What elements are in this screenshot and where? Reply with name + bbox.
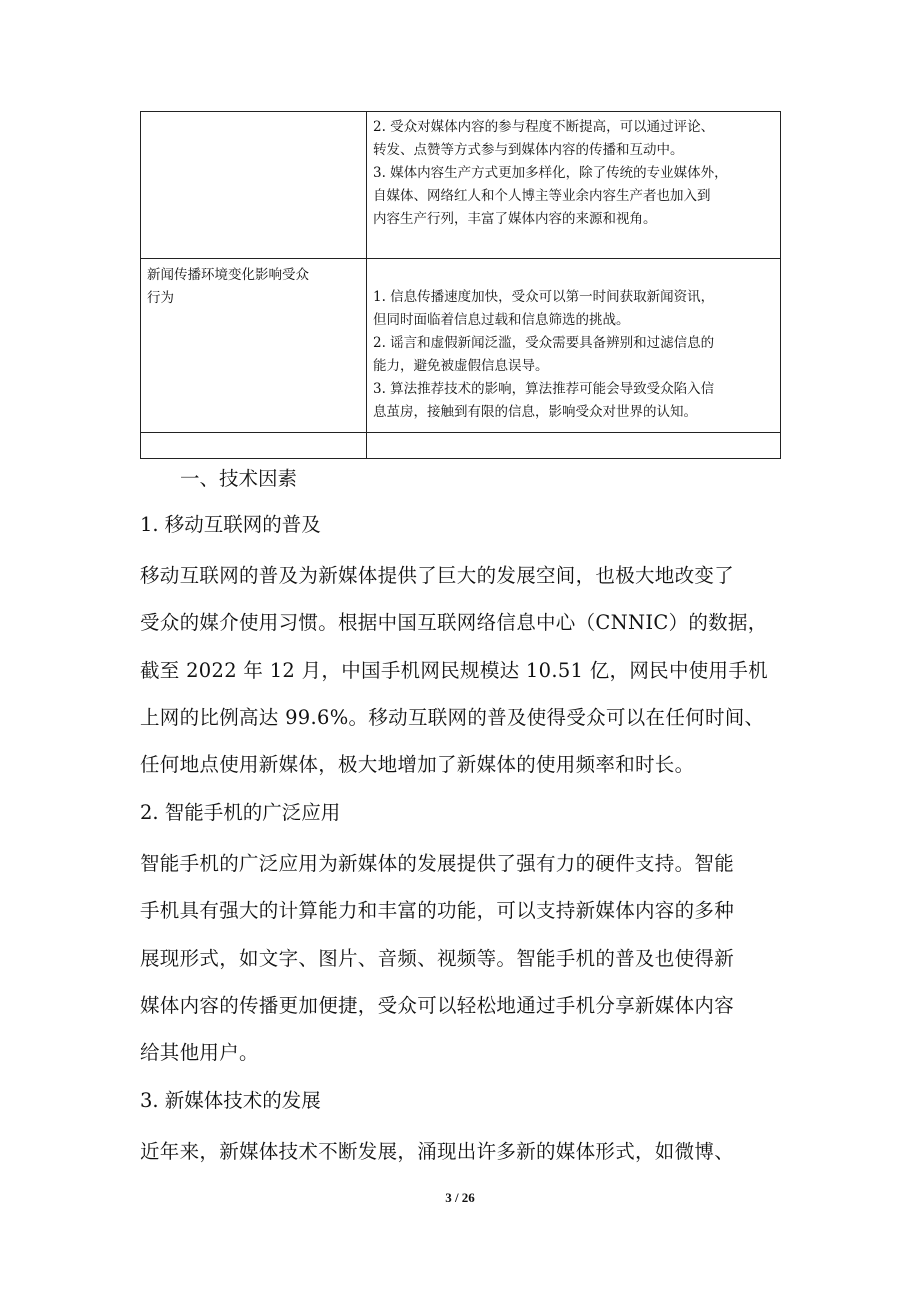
paragraph-1 (140, 552, 790, 788)
paragraph-line: 媒体内容的传播更加便捷，受众可以轻松地通过手机分享新媒体内容 (140, 993, 735, 1017)
table-row (141, 433, 781, 459)
subheading-2: 2. 智能手机的广泛应用 (140, 801, 341, 824)
paragraph-line: 截至 2022 年 12 月，中国手机网民规模达 10.51 亿，网民中使用手机 (140, 658, 768, 682)
paragraph-line: 移动互联网的普及为新媒体提供了巨大的发展空间，也极大地改变了 (140, 564, 735, 587)
paragraph-line: 展现形式，如文字、图片、音频、视频等。智能手机的普及也使得新 (140, 946, 735, 970)
cell-line: 行为 (147, 290, 174, 306)
section-heading: 一、技术因素 (180, 467, 298, 490)
table-cell-right (367, 112, 781, 259)
subheading-3: 3. 新媒体技术的发展 (140, 1089, 321, 1112)
paragraph-line: 智能手机的广泛应用为新媒体的发展提供了强有力的硬件支持。智能 (140, 852, 735, 875)
paragraph-line: 给其他用户。 (140, 1041, 259, 1065)
subheading-1: 1. 移动互联网的普及 (140, 513, 321, 536)
cell-line: 能力，避免被虚假信息误导。 (373, 358, 549, 374)
table-cell-left (141, 433, 367, 459)
cell-line: 转发、点赞等方式参与到媒体内容的传播和互动中。 (373, 142, 684, 158)
cell-line: 自媒体、网络红人和个人博主等业余内容生产者也加入到 (373, 188, 711, 204)
table-cell-left (141, 112, 367, 259)
paragraph-line: 受众的媒介使用习惯。根据中国互联网络信息中心（CNNIC）的数据， (140, 611, 768, 635)
cell-line: 2. 谣言和虚假新闻泛滥，受众需要具备辨别和过滤信息的 (373, 335, 715, 351)
table-cell-left (141, 259, 367, 433)
table-row (141, 259, 781, 433)
cell-line: 1. 信息传播速度加快，受众可以第一时间获取新闻资讯， (373, 289, 715, 305)
cell-line: 但同时面临着信息过载和信息筛选的挑战。 (373, 312, 630, 328)
cell-line: 息茧房，接触到有限的信息，影响受众对世界的认知。 (373, 404, 697, 420)
cell-line: 3. 媒体内容生产方式更加多样化，除了传统的专业媒体外， (373, 165, 728, 181)
paragraph-line: 近年来，新媒体技术不断发展，涌现出许多新的媒体形式，如微博、 (140, 1140, 735, 1163)
cell-line: 新闻传播环境变化影响受众 (147, 267, 309, 283)
table-cell-right (367, 259, 781, 433)
cell-line: 3. 算法推荐技术的影响，算法推荐可能会导致受众陷入信 (373, 381, 715, 397)
table-cell-right (367, 433, 781, 459)
cell-line: 2. 受众对媒体内容的参与程度不断提高，可以通过评论、 (373, 119, 715, 135)
content-table (140, 111, 781, 459)
paragraph-2 (140, 840, 790, 1076)
paragraph-line: 任何地点使用新媒体，极大地增加了新媒体的使用频率和时长。 (140, 753, 695, 777)
cell-line: 内容生产行列，丰富了媒体内容的来源和视角。 (373, 211, 657, 227)
paragraph-line: 手机具有强大的计算能力和丰富的功能，可以支持新媒体内容的多种 (140, 899, 735, 923)
paragraph-3 (140, 1128, 790, 1175)
table-row (141, 112, 781, 259)
paragraph-line: 上网的比例高达 99.6%。移动互联网的普及使得受众可以在任何时间、 (140, 705, 765, 729)
page-number: 3 / 26 (445, 1190, 475, 1205)
